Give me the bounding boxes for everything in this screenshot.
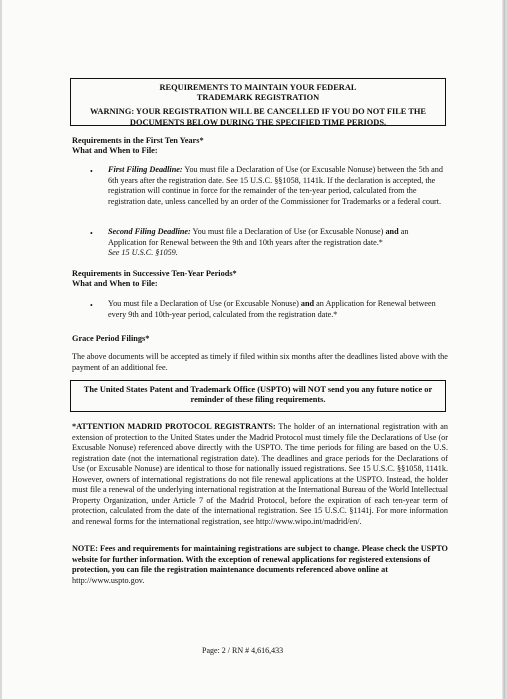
- successive-heading-1: Requirements in Successive Ten-Year Periods*: [72, 269, 237, 278]
- grace-heading: Grace Period Filings*: [72, 334, 150, 343]
- bullet-2: •: [90, 229, 93, 238]
- grace-paragraph: The above documents will be accepted as timely if filed within six months after the deadlines listed above with the payment of an additional fee.: [72, 352, 448, 372]
- document-page: [2, 0, 505, 699]
- successive-heading: [72, 269, 237, 290]
- requirements-title-box: [70, 78, 446, 126]
- note-paragraph: [72, 544, 448, 586]
- successive-text-2: an Application for Renewal between every 9th and 10th-year period, calculated from the registration date.*: [108, 299, 436, 319]
- note-text: NOTE: Fees and requirements for maintaining registrations are subject to change. Please check the USPTO website for further information. With the exception of renewal applications for registered extensions of protection, you can file the registration maintenance documents referenced above online at: [72, 544, 448, 574]
- first-ten-heading-2: What and When to File:: [72, 146, 158, 156]
- successive-text-1: You must file a Declaration of Use (or Excusable Nonuse): [108, 299, 301, 308]
- warning-line-2: DOCUMENTS BELOW DURING THE SPECIFIED TIME PERIODS.: [129, 117, 387, 127]
- first-filing-paragraph: [108, 165, 444, 207]
- bullet-1: •: [90, 167, 93, 176]
- second-filing-text-1: You must file a Declaration of Use (or Excusable Nonuse): [190, 227, 386, 236]
- madrid-paragraph: [72, 422, 448, 527]
- title-line-2: TRADEMARK REGISTRATION: [196, 93, 320, 103]
- successive-heading-2: What and When to File:: [72, 279, 158, 289]
- second-filing-see: See 15 U.S.C. §1059.: [108, 248, 178, 257]
- madrid-text: The holder of an international registration with an extension of protection to the United States under the Madrid Protocol must timely file the Declarations of Use (or Excusable Nonuse) referenced above directly with the USPTO. The time periods for filing are based on the U.S. registration date (not the international registration date). The deadlines and grace periods for the Declarations of Use (or Excusable Nonuse) are identical to those for nationally issued registrations. See 15 U.S.C. §§1058, 1141k. However, owners of international registrations do not file renewal applications at the USPTO. Instead, the holder must file a renewal of the underlying international registration at the International Bureau of the World Intellectual Property Organization, under Article 7 of the Madrid Protocol, before the expiration of each ten-year term of protection, calculated from the date of the international registration. See 15 U.S.C. §1141j. For more information and renewal forms for the international registration, see http://www.wipo.int/madrid/en/.: [72, 422, 448, 526]
- second-filing-paragraph: [108, 227, 444, 259]
- successive-and: and: [300, 299, 315, 308]
- first-ten-heading: [72, 136, 204, 157]
- page-footer: Page: 2 / RN # 4,616,433: [202, 646, 284, 655]
- title-line-1: REQUIREMENTS TO MAINTAIN YOUR FEDERAL: [159, 83, 357, 92]
- successive-paragraph: [108, 299, 446, 320]
- second-filing-text-2: an Application for Renewal between the 9th and 10th years after the registration date.*: [108, 227, 409, 247]
- second-filing-and: and: [385, 227, 399, 236]
- first-filing-label: First Filing Deadline:: [108, 165, 183, 174]
- page-edge: [502, 0, 505, 699]
- second-filing-label: Second Filing Deadline:: [108, 227, 191, 236]
- madrid-label: *ATTENTION MADRID PROTOCOL REGISTRANTS:: [72, 422, 276, 431]
- uspto-line-2: reminder of these filing requirements.: [190, 395, 326, 405]
- first-ten-heading-1: Requirements in the First Ten Years*: [72, 136, 204, 145]
- warning-line-1: WARNING: YOUR REGISTRATION WILL BE CANCELLED IF YOU DO NOT FILE THE: [89, 107, 427, 117]
- bullet-3: •: [90, 301, 93, 310]
- first-filing-text: You must file a Declaration of Use (or Excusable Nonuse) between the 5th and 6th years after the registration date. See 15 U.S.C. §§1058, 1141k. If the declaration is accepted, the registration will continue in force for the remainder of the ten-year period, calculated from the registration date, unless cancelled by an order of the Commissioner for Trademarks or a federal court.: [108, 165, 443, 206]
- uspto-line-1: The United States Patent and Trademark Office (USPTO) will NOT send you any future notice or: [83, 385, 433, 394]
- uspto-notice-box: [70, 380, 446, 412]
- uspto-link[interactable]: http://www.uspto.gov.: [72, 575, 145, 585]
